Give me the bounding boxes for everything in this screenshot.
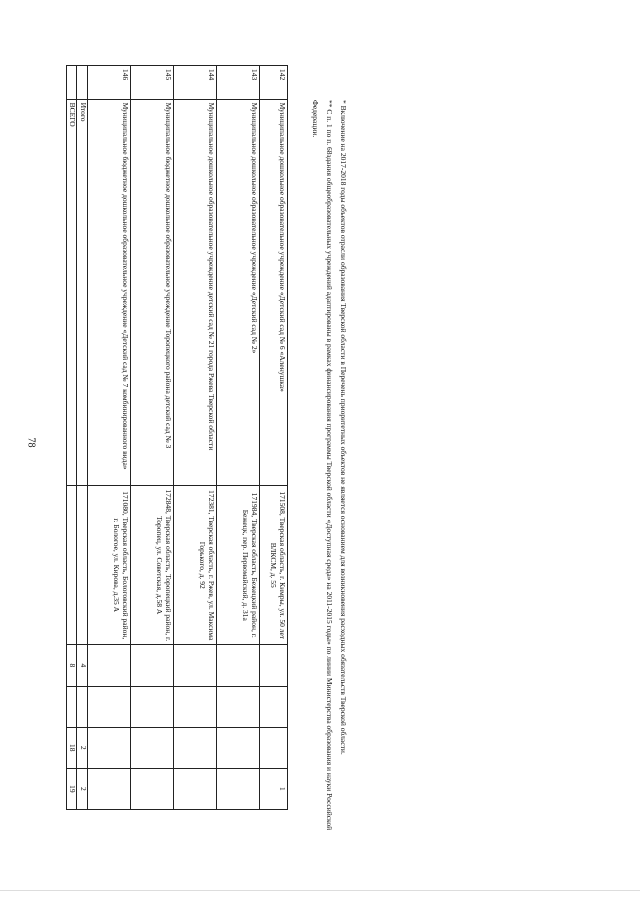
institution-address: 171984, Тверская область, Бежецкий район, г. Бежецк, пер. Первомайский, д. 31а [216,486,259,645]
value-cell [67,686,77,727]
row-number: 144 [173,66,216,100]
value-cell: 8 [67,645,77,686]
facilities-table [66,65,288,810]
value-cell [130,727,173,768]
summary-row-grand-total [67,66,77,810]
value-cell: 1 [260,768,288,809]
institution-address: 172381, Тверская область, г. Ржев, ул. Максима Горького, д. 92 [173,486,216,645]
value-cell [216,686,259,727]
value-cell [87,727,130,768]
value-cell: 18 [67,727,77,768]
value-cell: 19 [67,768,77,809]
summary-row-total [77,66,87,810]
institution-address: 172848, Тверская область, Торопецкий район, г. Торопец, ул. Советская, д.58 А [130,486,173,645]
facilities-table-container [66,65,288,810]
institution-name: Муниципальное бюджетное дошкольное образовательное учреждение «Детский сад № 7 комбинированного вида» [87,99,130,486]
value-cell [130,768,173,809]
row-number: 146 [87,66,130,100]
table-row [87,66,130,810]
footnotes [308,100,350,860]
table-row [130,66,173,810]
summary-label: Итого [77,99,87,486]
row-number: 142 [260,66,288,100]
institution-name: Муниципальное дошкольное образовательное учреждение детский сад № 21 города Ржева Тверской области [173,99,216,486]
table-row [216,66,259,810]
value-cell [216,727,259,768]
summary-label: ВСЕГО [67,99,77,486]
value-cell: 4 [77,645,87,686]
value-cell [216,645,259,686]
footnote-1: * Включение на 2017-2018 годы объектов отрасли образования Тверской области в Перечень приоритетных объектов не является основанием для возникновения расходных обязательств Тверской области. [339,100,348,755]
summary-address [67,486,77,645]
table-row [260,66,288,810]
institution-name: Муниципальное дошкольное образовательное учреждение «Детский сад № 6 «Аленушка» [260,99,288,486]
value-cell [77,686,87,727]
table-row [173,66,216,810]
value-cell [130,686,173,727]
value-cell [260,645,288,686]
row-number [77,66,87,100]
value-cell [173,727,216,768]
value-cell [130,645,173,686]
value-cell: 2 [77,768,87,809]
value-cell [173,645,216,686]
value-cell [173,686,216,727]
value-cell [87,645,130,686]
institution-name: Муниципальное бюджетное дошкольное образовательное учреждение Торопецкого района детский сад № 3 [130,99,173,486]
scan-edge-line [0,890,640,891]
row-number: 143 [216,66,259,100]
value-cell [87,768,130,809]
row-number: 145 [130,66,173,100]
footnote-2: ** С п. 1 по п. 68здания общеобразовательных учреждений адаптированы в рамках финансирования программы Тверской области «Доступная среда» на 2011-2015 годы» по линии Министерства образования и науки Российской Федерации. [311,100,334,831]
value-cell [260,686,288,727]
value-cell: 2 [77,727,87,768]
value-cell [87,686,130,727]
institution-address: 171508, Тверская область, г. Кимры, ул. 50 лет ВЛКСМ, д. 55 [260,486,288,645]
institution-name: Муниципальное дошкольное образовательное учреждение «Детский сад № 2» [216,99,259,486]
value-cell [173,768,216,809]
institution-address: 171080, Тверская область, Бологовский район, г. Бологое, ул. Кирова, д.35 А [87,486,130,645]
summary-address [77,486,87,645]
value-cell [260,727,288,768]
page-number: 78 [25,437,37,448]
value-cell [216,768,259,809]
row-number [67,66,77,100]
